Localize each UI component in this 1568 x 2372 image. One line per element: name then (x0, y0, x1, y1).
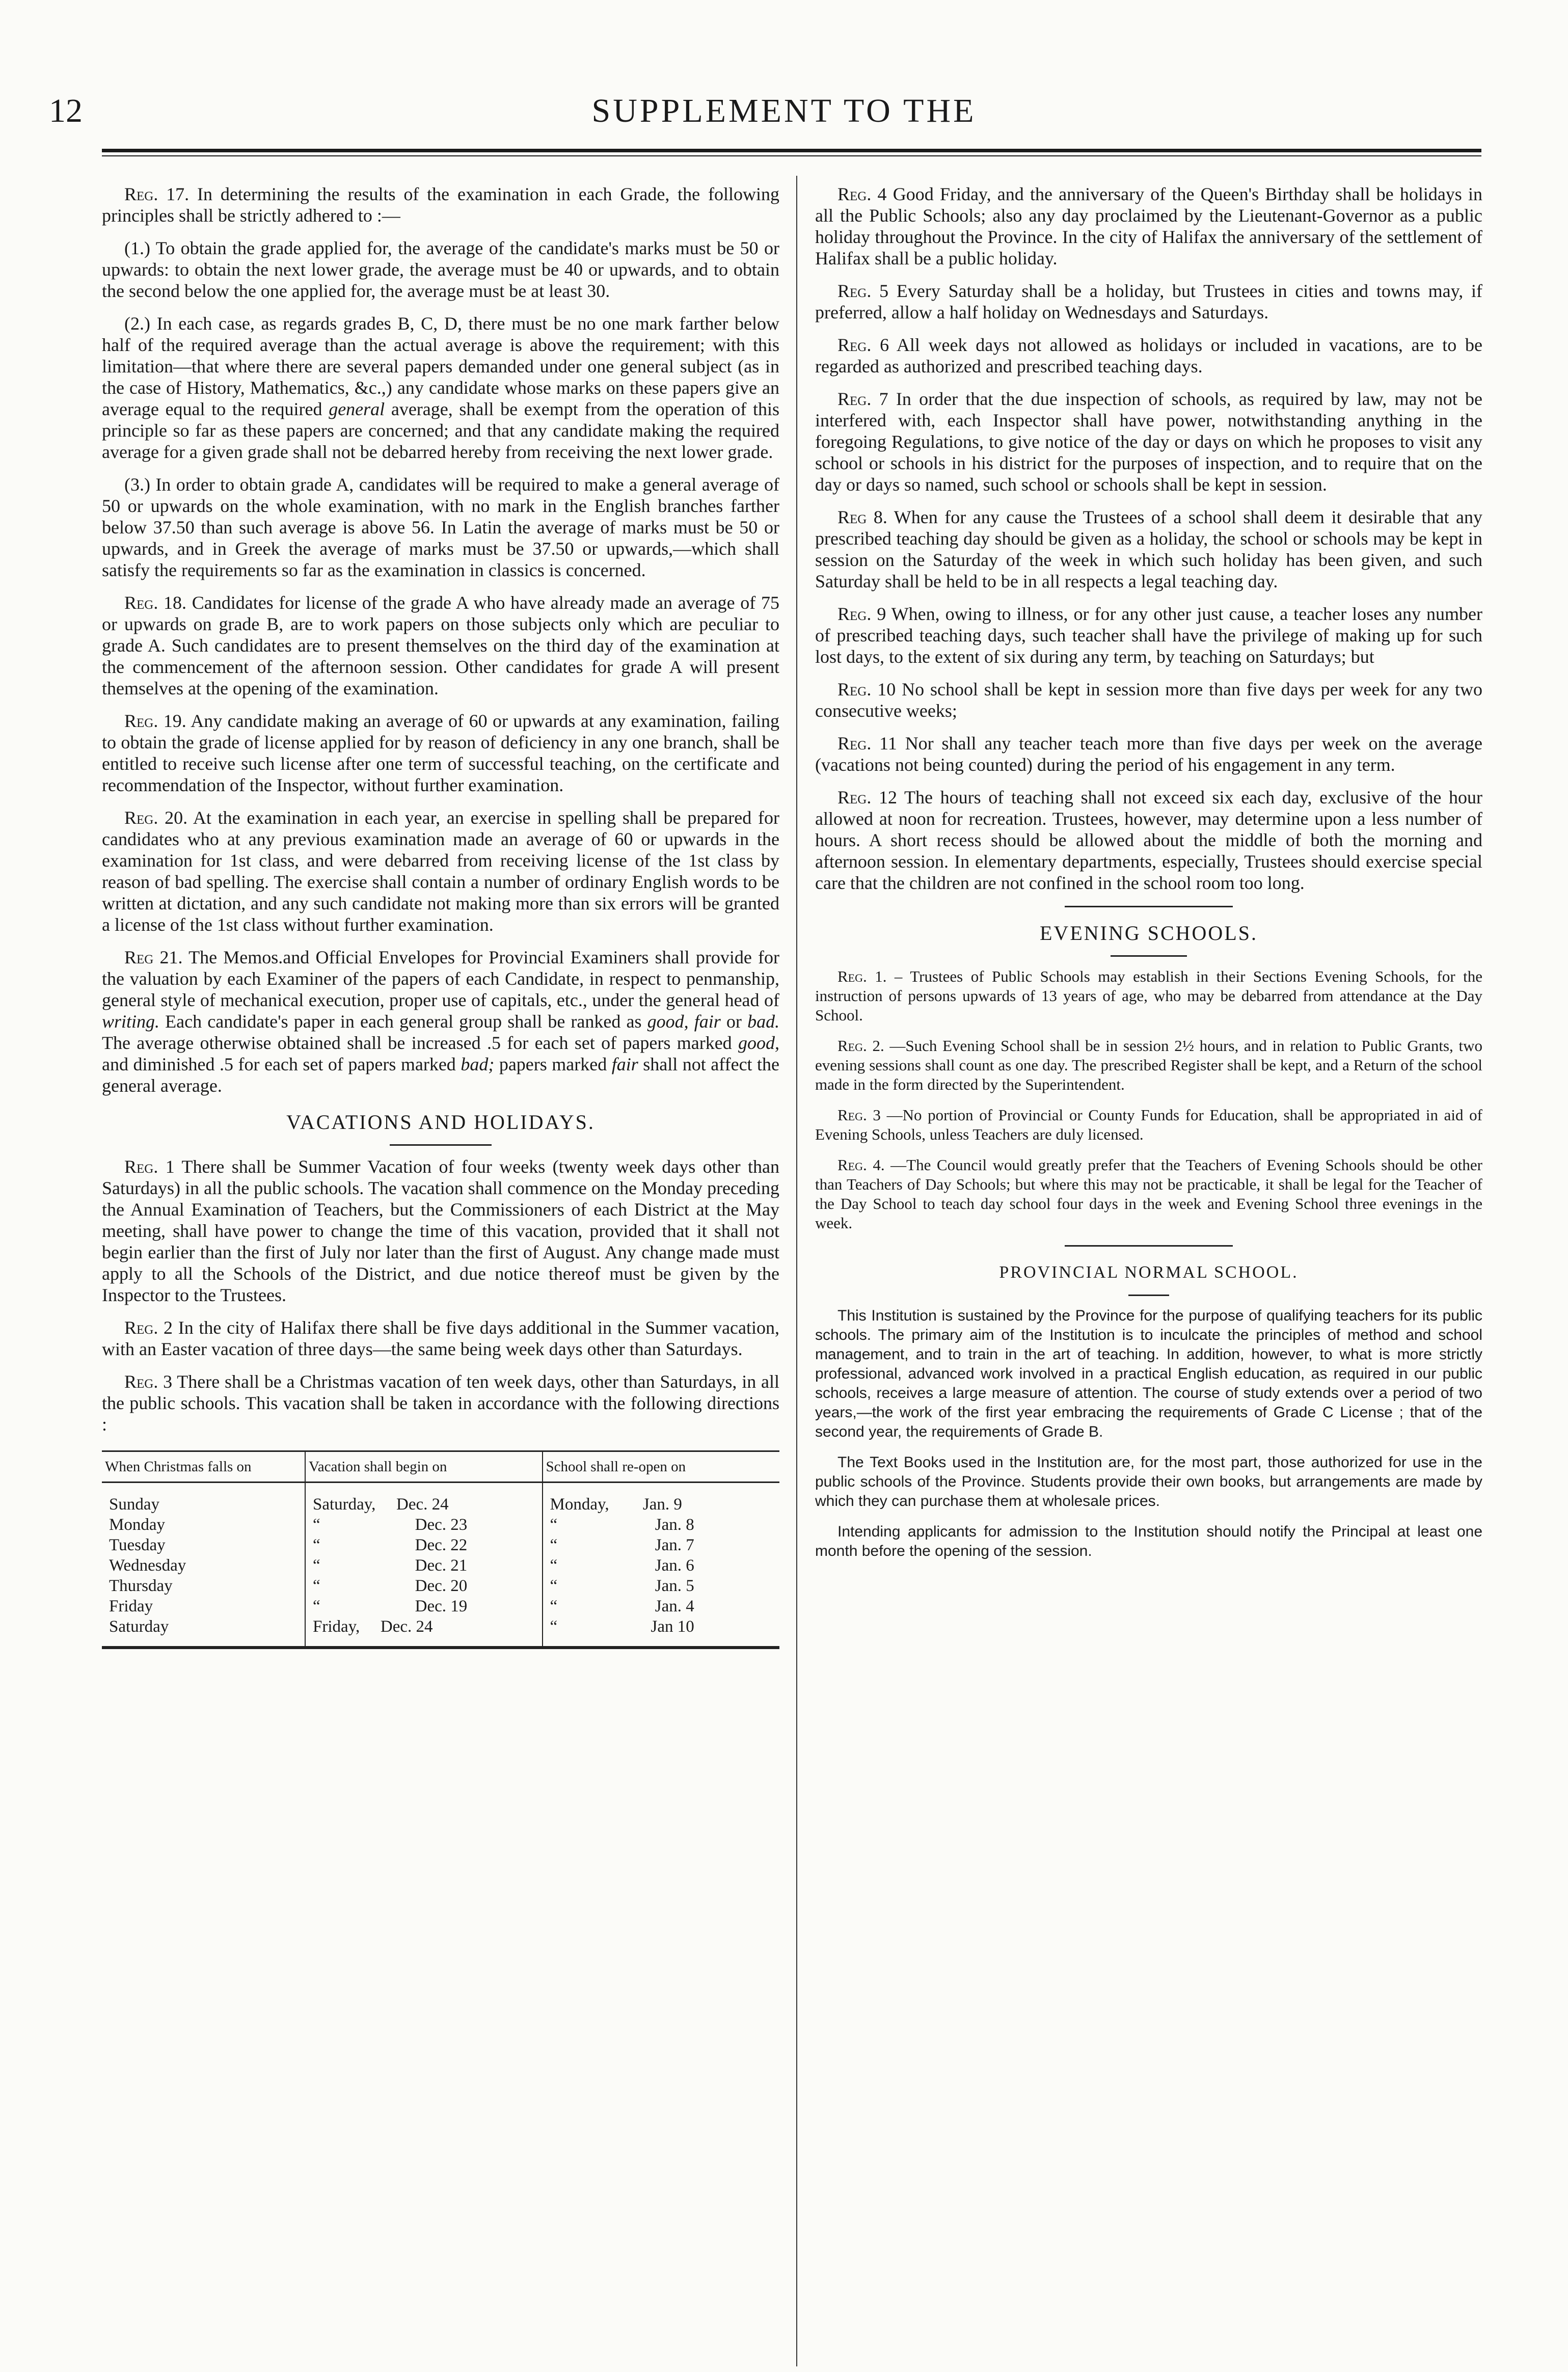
reg-text: —Such Evening School shall be in session 2½ hours, and in relation to Public Grants, two evening sessions shall count as one day. The prescribed Register shall be kept, and a Return of the school made in the form directed by the Superintendent. (815, 1037, 1482, 1093)
begin-date: Dec. 24 (396, 1495, 449, 1514)
reg-text: The Memos.and Official Envelopes for Provincial Examiners shall provide for the valuation by each Examiner of the papers of each Candidate, in respect to penmanship, general style of mechanical execution, proper use of capitals, etc., under the general head of (102, 947, 779, 1010)
emphasis: writing. (102, 1011, 160, 1032)
emphasis: fair (611, 1054, 638, 1074)
section-rule (1111, 955, 1187, 957)
reg-text: In the city of Halifax there shall be five days additional in the Summer vacation, with an Easter vacation of three days—the same being week days other than Saturdays. (102, 1317, 780, 1359)
evening-reg-1 (815, 967, 1482, 1025)
emphasis: bad; (461, 1054, 495, 1074)
reopen-date: Jan 10 (651, 1618, 694, 1636)
christmas-vacation-table (102, 1450, 779, 1649)
table-cell-begin (305, 1515, 543, 1535)
table-cell-reopen (543, 1482, 780, 1515)
table-cell-reopen (543, 1555, 780, 1576)
normal-school-para-1: This Institution is sustained by the Province for the purpose of qualifying teachers for its public schools. The primary aim of the Institution is to inculcate the principles of method and school management, and to train in the art of teaching. In addition, however, to what is more strictly professional, advanced work involved in a practical English education, as required in our public schools, receives a large measure of attention. The course of study extends over a period of two years,—the work of the first year embracing the requirements of Grade C License ; that of the second year, the requirements of Grade B. (815, 1307, 1482, 1440)
begin-day: Saturday, (313, 1495, 376, 1514)
table-row (102, 1616, 779, 1648)
begin-day: “ (313, 1536, 320, 1554)
reopen-day: “ (550, 1618, 558, 1636)
holiday-reg-6 (815, 334, 1482, 377)
table-cell-reopen (543, 1576, 780, 1596)
reg-text: and diminished .5 for each set of papers marked (102, 1054, 456, 1074)
holiday-reg-12 (815, 787, 1482, 894)
table-cell-day: Sunday (109, 1495, 159, 1514)
reg-21 (102, 947, 779, 1096)
begin-day: “ (313, 1577, 320, 1595)
reopen-day: “ (550, 1516, 558, 1534)
holiday-reg-9 (815, 603, 1482, 667)
reg-17-intro (102, 183, 779, 226)
reg-text: No school shall be kept in session more than five days per week for any two consecutive weeks; (815, 679, 1483, 721)
reg-label: Reg. 19. (124, 711, 186, 731)
table-header: Vacation shall begin on (305, 1451, 543, 1482)
table-row (102, 1596, 779, 1616)
table-cell-begin (305, 1616, 543, 1648)
emphasis: bad. (747, 1011, 780, 1032)
reg-label: Reg. 20. (124, 807, 188, 828)
reg-text: When, owing to illness, or for any other just cause, a teacher loses any number of prescribed teaching days, such teacher shall have the privilege of making up for such lost days, to the extent of six during any term, by teaching on Saturdays; but (815, 604, 1482, 667)
section-title-evening-schools: EVENING SCHOOLS. (1040, 922, 1258, 945)
reg-text: All week days not allowed as holidays or included in vacations, are to be regarded as authorized and prescribed teaching days. (815, 335, 1483, 376)
table-cell-reopen (543, 1515, 780, 1535)
begin-day: Friday, (313, 1618, 360, 1636)
section-rule (390, 1144, 492, 1146)
reg-text: papers marked (499, 1054, 607, 1074)
evening-reg-2 (815, 1036, 1482, 1094)
reg-text: Candidates for license of the grade A who have already made an average of 75 or upwards on grade B, are to work papers on those subjects only which are peculiar to grade A. Such candidates are to present themselves on the third day of the examination at the commencement of the afternoon session. Other candidates for grade A will present themselves at the opening of the examination. (102, 592, 779, 698)
normal-school-para-3: Intending applicants for admission to the Institution should notify the Principal at least one month before the opening of the session. (815, 1523, 1482, 1559)
reg-text: – Trustees of Public Schools may establish in their Sections Evening Schools, for the instruction of persons upwards of 13 years of age, who may be debarred from attendance at the Day School. (815, 967, 1482, 1024)
reopen-day: Monday, (550, 1495, 609, 1514)
reg-20 (102, 807, 779, 935)
table-cell-day: Tuesday (109, 1536, 166, 1554)
reg-text: In determining the results of the examination in each Grade, the following principles shall be strictly adhered to :— (102, 184, 779, 226)
reg-text: In order that the due inspection of schools, as required by law, may not be interfered with, each Inspector shall have power, notwithstanding anything in the foregoing Regulations, to give notice of the day or days on which he proposes to visit any school or schools in his district for the purposes of inspection, and to require that on the day or days so named, such school or schools shall be kept in session. (815, 389, 1483, 495)
reg-text: There shall be Summer Vacation of four weeks (twenty week days other than Saturdays) in all the public schools. The vacation shall commence on the Monday preceding the Annual Examination of Teachers, but the Commissioners of each District at the May meeting, shall have power to change the time of this vacation, provided that it shall not begin earlier than the first of July nor later than the first of August. Any change made must apply to all the Schools of the District, and due notice thereof must be given by the Inspector to the Trustees. (102, 1156, 779, 1305)
holiday-reg-4 (815, 183, 1482, 269)
reg-text: or (726, 1011, 742, 1032)
table-header-row (102, 1451, 779, 1482)
table-row (102, 1555, 779, 1576)
reopen-day: “ (550, 1536, 558, 1554)
reg-label: Reg. 4. (837, 1156, 885, 1174)
table-row (102, 1576, 779, 1596)
reg-text: There shall be a Christmas vacation of ten week days, other than Saturdays, in all the public schools. This vacation shall be taken in accordance with the following directions : (102, 1371, 779, 1435)
section-title-vacations: VACATIONS AND HOLIDAYS. (286, 1111, 595, 1134)
reg-text: —No portion of Provincial or County Funds for Education, shall be appropriated in aid of Evening Schools, unless Teachers are duly licensed. (815, 1106, 1482, 1143)
section-rule (1065, 1245, 1233, 1247)
table-header: School shall re-open on (543, 1451, 780, 1482)
section-title-normal-school: PROVINCIAL NORMAL SCHOOL. (999, 1263, 1299, 1282)
reg-text: Nor shall any teacher teach more than five days per week on the average (vacations not being counted) during the period of his engagement in any term. (815, 733, 1483, 775)
table-row (102, 1515, 779, 1535)
reg-17-para-3: (3.) In order to obtain grade A, candidates will be required to make a general average of 50 or upwards on the whole examination, with no mark in the English branches farther below 37.50 than such average is above 56. In Latin the average of marks must be 50 or upwards, and in Greek the average of marks must be 37.50 or upwards,—which shall satisfy the requirements so far as the examination in classics is concerned. (102, 474, 779, 580)
reopen-date: Jan. 7 (655, 1536, 694, 1554)
reg-label: Reg. 11 (837, 733, 897, 753)
evening-reg-3 (815, 1106, 1482, 1144)
holiday-reg-8 (815, 506, 1482, 592)
reg-text: average, shall be exempt from the operation of this principle so far as these papers are concerned; and that any candidate making the required average for a given grade shall not be debarred hereby from receiving the next lower grade. (102, 399, 780, 462)
table-cell-day: Monday (109, 1516, 165, 1534)
reopen-date: Jan. 8 (655, 1516, 694, 1534)
emphasis: good, fair (647, 1011, 721, 1032)
table-cell-begin (305, 1596, 543, 1616)
holiday-reg-7 (815, 388, 1482, 495)
reg-label: Reg. 4 (837, 184, 887, 204)
reg-label: Reg 8. (837, 507, 887, 527)
table-cell-begin (305, 1482, 543, 1515)
table-header: When Christmas falls on (102, 1451, 305, 1482)
reg-label: Reg. 18. (124, 592, 187, 613)
left-column (102, 183, 779, 1649)
page-number: 12 (49, 92, 83, 129)
reg-text: Every Saturday shall be a holiday, but Trustees in cities and towns may, if preferred, allow a half holiday on Wednesdays and Saturdays. (815, 281, 1482, 322)
begin-date: Dec. 20 (415, 1577, 468, 1595)
reopen-date: Jan. 4 (655, 1597, 694, 1615)
reg-text: Any candidate making an average of 60 or upwards at any examination, failing to obtain the grade of license applied for by reason of deficiency in any one branch, shall be entitled to receive such license after one term of successful teaching, on the certificate and recommendation of the Inspector, without further examination. (102, 711, 780, 795)
reopen-day: “ (550, 1577, 558, 1595)
reg-label: Reg. 5 (837, 281, 889, 301)
reg-label: Reg. 2 (124, 1317, 173, 1338)
reg-label: Reg. 12 (837, 787, 898, 807)
holiday-reg-11 (815, 733, 1482, 775)
reg-label: Reg. 9 (837, 604, 886, 624)
section-rule (1128, 1295, 1169, 1296)
holiday-reg-10 (815, 679, 1482, 721)
reopen-date: Jan. 5 (655, 1577, 694, 1595)
table-row (102, 1535, 779, 1555)
begin-date: Dec. 23 (415, 1516, 468, 1534)
reg-label: Reg. 3 (837, 1106, 881, 1124)
reg-text: shall not affect the general average. (102, 1054, 780, 1096)
reg-17-para-1: (1.) To obtain the grade applied for, the average of the candidate's marks must be 50 or upwards: to obtain the next lower grade, the average must be 40 or upwards, and to obtain the second below the one applied for, the average must be at least 30. (102, 238, 779, 301)
header-rule-thin (102, 155, 1481, 156)
emphasis: good, (738, 1033, 780, 1053)
table-cell-begin (305, 1535, 543, 1555)
reopen-date: Jan. 9 (642, 1495, 682, 1514)
begin-day: “ (313, 1597, 320, 1615)
reg-label: Reg. 3 (124, 1371, 173, 1392)
reg-text: (2.) In each case, as regards grades B, C, D, there must be no one mark farther below half of the required average than the actual average is above the requirement; with this limitation—that where there are several papers demanded under one general subject (as in the case of History, Mathematics, &c.,) any candidate whose marks on these papers give an average equal to the required (102, 313, 779, 419)
holiday-reg-5 (815, 280, 1482, 323)
table-cell-reopen (543, 1616, 780, 1648)
reg-text: At the examination in each year, an exercise in spelling shall be prepared for candidates who at any previous examination made an average of 60 or upwards in the examination for 1st class, and were debarred from receiving license of the 1st class by reason of bad spelling. The exercise shall contain a number of ordinary English words to be written at dictation, and any such candidate not making more than six errors will be granted a license of the 1st class without further examination. (102, 807, 779, 935)
vacation-reg-3 (102, 1371, 779, 1435)
table-cell-day: Wednesday (109, 1556, 186, 1575)
reg-label: Reg. 2. (837, 1037, 884, 1055)
reg-label: Reg. 17. (124, 184, 190, 204)
emphasis: general (329, 399, 385, 419)
reopen-day: “ (550, 1556, 558, 1575)
table-cell-day: Friday (109, 1597, 153, 1615)
begin-date: Dec. 24 (380, 1618, 433, 1636)
begin-date: Dec. 22 (415, 1536, 468, 1554)
reg-label: Reg. 1 (124, 1156, 175, 1177)
reg-text: The hours of teaching shall not exceed six each day, exclusive of the hour allowed at noon for recreation. Trustees, however, may determine upon a less number of hours. A short recess should be allowed about the middle of both the morning and afternoon session. In elementary departments, especially, Trustees should exercise special care that the children are not confined in the school room too long. (815, 787, 1483, 893)
reg-19 (102, 710, 779, 796)
reg-label: Reg 21. (124, 947, 183, 967)
reg-text: The average otherwise obtained shall be increased .5 for each set of papers marked (102, 1033, 732, 1053)
normal-school-para-2: The Text Books used in the Institution are, for the most part, those authorized for use in the public schools of the Province. Students provide their own books, but arrangements are made by which they can purchase them at wholesale prices. (815, 1454, 1482, 1510)
reopen-day: “ (550, 1597, 558, 1615)
reg-label: Reg. 6 (837, 335, 889, 355)
reg-17-para-2 (102, 313, 779, 463)
reg-text: —The Council would greatly prefer that the Teachers of Evening Schools should be other than Teachers of Day Schools; but where this may not be practicable, it shall be legal for the Teacher of the Day School to teach day school four days in the week and Evening School three evenings in the week. (815, 1156, 1482, 1232)
begin-day: “ (313, 1556, 320, 1575)
table-cell-reopen (543, 1596, 780, 1616)
begin-date: Dec. 21 (415, 1556, 468, 1575)
page-header (0, 0, 1568, 153)
vacation-reg-1 (102, 1156, 779, 1306)
section-rule (1065, 906, 1233, 907)
table-cell-reopen (543, 1535, 780, 1555)
table-cell-begin (305, 1555, 543, 1576)
reg-label: Reg. 1. (837, 967, 887, 985)
reg-text: Good Friday, and the anniversary of the Queen's Birthday shall be holidays in all the Public Schools; also any day proclaimed by the Lieutenant-Governor as a public holiday throughout the Province. In the city of Halifax the anniversary of the settlement of Halifax shall be a public holiday. (815, 184, 1483, 268)
table-cell-day: Saturday (102, 1616, 305, 1648)
begin-date: Dec. 19 (415, 1597, 468, 1615)
evening-reg-4 (815, 1155, 1482, 1233)
column-divider (796, 176, 797, 2366)
reopen-date: Jan. 6 (655, 1556, 694, 1575)
right-column (815, 183, 1482, 1572)
begin-day: “ (313, 1516, 320, 1534)
reg-text: When for any cause the Trustees of a school shall deem it desirable that any prescribed teaching day should be given as a holiday, the school or schools may be kept in session on the Saturday of the week in which such holiday has been given, and such Saturday shall be held to be in all respects a legal teaching day. (815, 507, 1482, 591)
vacation-reg-2 (102, 1317, 779, 1360)
table-cell-day: Thursday (109, 1577, 173, 1595)
reg-18 (102, 592, 779, 699)
reg-label: Reg. 10 (837, 679, 896, 699)
table-cell-begin (305, 1576, 543, 1596)
table-row (102, 1482, 779, 1515)
reg-text: Each candidate's paper in each general group shall be ranked as (165, 1011, 642, 1032)
reg-label: Reg. 7 (837, 389, 888, 409)
header-rule-thick (102, 149, 1481, 152)
running-title: SUPPLEMENT TO THE (591, 92, 977, 129)
